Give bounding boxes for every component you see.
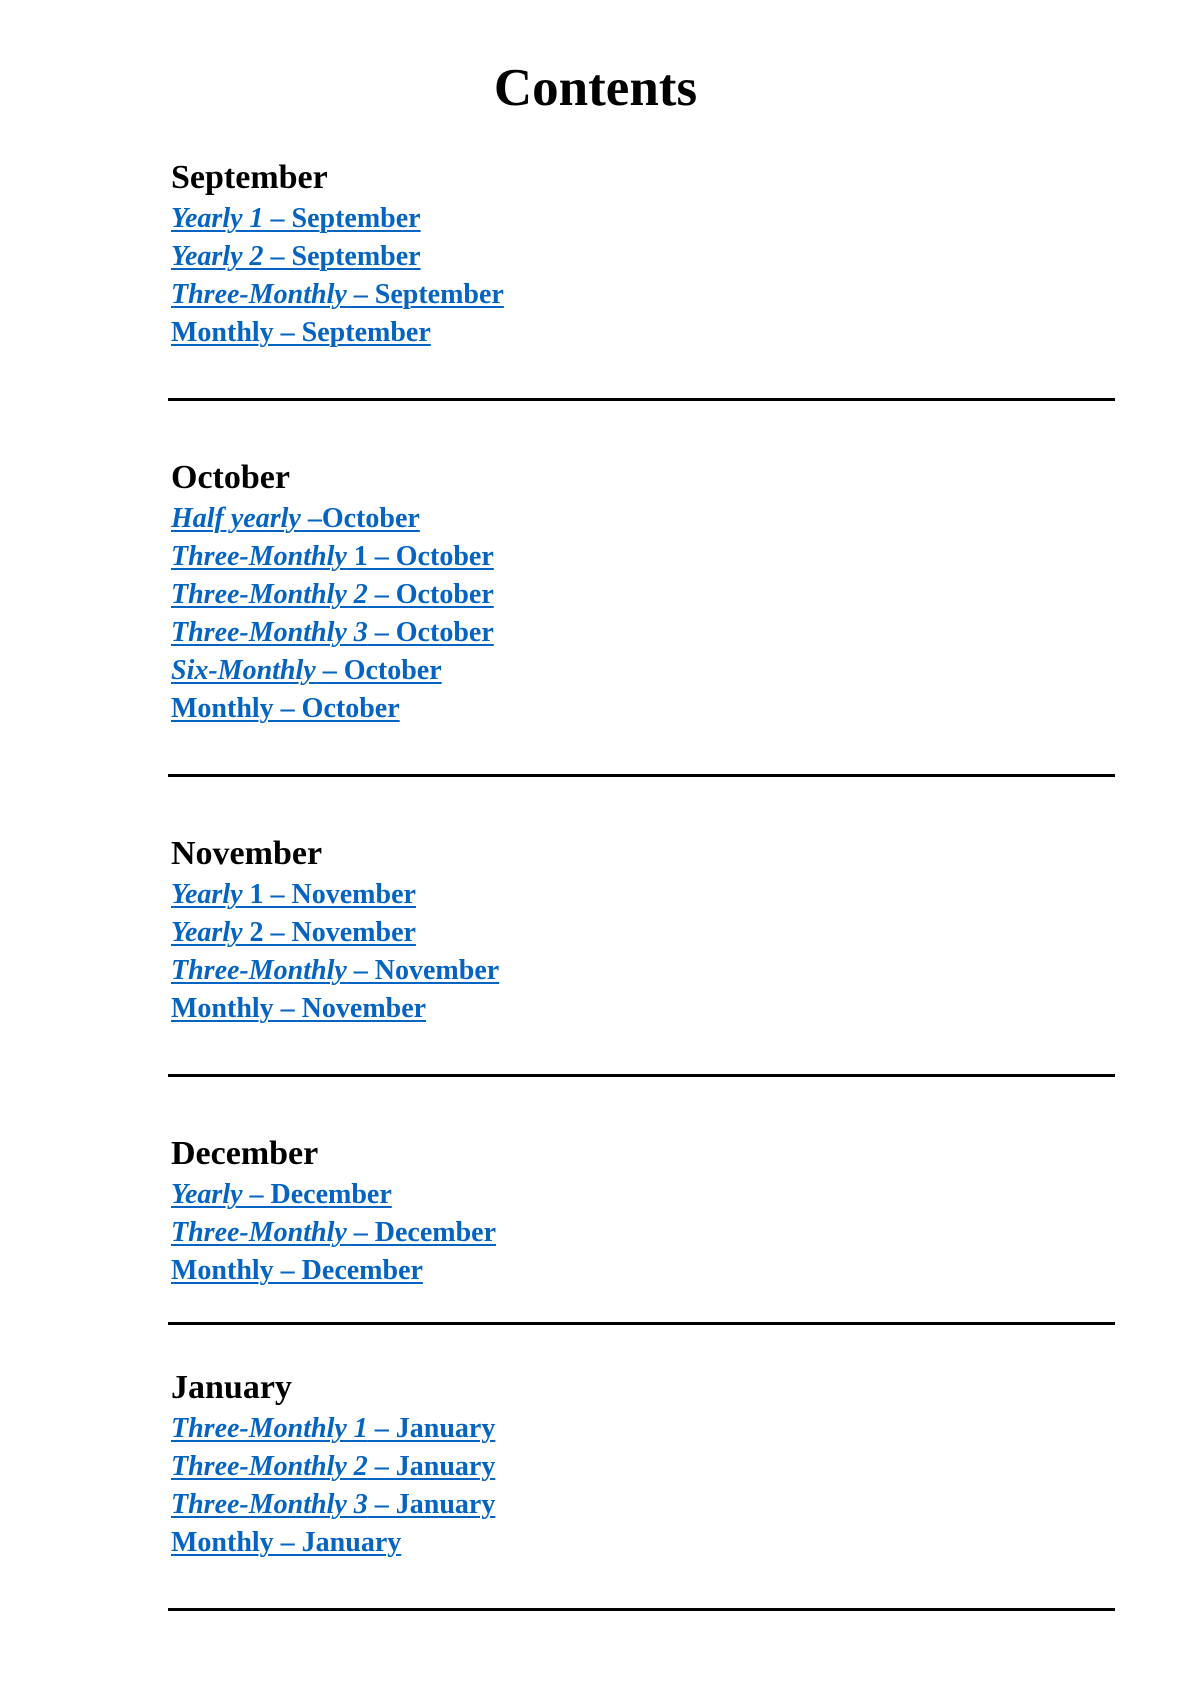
section-heading: January	[171, 1369, 292, 1406]
toc-link-yearly-1-november[interactable]: Yearly 1 – November	[171, 879, 416, 910]
section-september	[171, 156, 1121, 352]
link-list	[171, 200, 1121, 352]
divider	[168, 774, 1115, 777]
toc-link-six-monthly-october[interactable]: Six-Monthly – October	[171, 655, 442, 686]
divider	[168, 398, 1115, 401]
link-list	[171, 876, 1121, 1028]
toc-link-monthly-december[interactable]: Monthly – December	[171, 1255, 423, 1286]
toc-link-yearly-2-november[interactable]: Yearly 2 – November	[171, 917, 416, 948]
divider	[168, 1074, 1115, 1077]
toc-link-monthly-october[interactable]: Monthly – October	[171, 693, 400, 724]
section-january	[171, 1366, 1121, 1562]
toc-link-three-monthly-september[interactable]: Three-Monthly – September	[171, 279, 504, 310]
toc-link-three-monthly-1-october[interactable]: Three-Monthly 1 – October	[171, 541, 494, 572]
divider	[168, 1322, 1115, 1325]
toc-link-monthly-january[interactable]: Monthly – January	[171, 1527, 402, 1558]
divider	[168, 1608, 1115, 1611]
page-title: Contents	[493, 59, 698, 117]
toc-link-half-yearly-october[interactable]: Half yearly –October	[171, 503, 420, 534]
toc-link-three-monthly-3-january[interactable]: Three-Monthly 3 – January	[171, 1489, 496, 1520]
toc-link-three-monthly-2-january[interactable]: Three-Monthly 2 – January	[171, 1451, 496, 1482]
link-list	[171, 1410, 1121, 1562]
toc-link-yearly-december[interactable]: Yearly – December	[171, 1179, 392, 1210]
section-heading: October	[171, 459, 290, 496]
section-heading: December	[171, 1135, 319, 1172]
toc-link-three-monthly-2-october[interactable]: Three-Monthly 2 – October	[171, 579, 494, 610]
toc-link-three-monthly-1-january[interactable]: Three-Monthly 1 – January	[171, 1413, 496, 1444]
section-december	[171, 1132, 1121, 1290]
link-list	[171, 1176, 1121, 1290]
toc-link-yearly-1-september[interactable]: Yearly 1 – September	[171, 203, 421, 234]
toc-link-yearly-2-september[interactable]: Yearly 2 – September	[171, 241, 421, 272]
section-heading: November	[171, 835, 323, 872]
toc-link-monthly-september[interactable]: Monthly – September	[171, 317, 431, 348]
section-october	[171, 456, 1121, 728]
toc-link-three-monthly-3-october[interactable]: Three-Monthly 3 – October	[171, 617, 494, 648]
toc-link-three-monthly-december[interactable]: Three-Monthly – December	[171, 1217, 497, 1248]
toc-link-three-monthly-november[interactable]: Three-Monthly – November	[171, 955, 500, 986]
section-heading: September	[171, 159, 328, 196]
section-november	[171, 832, 1121, 1028]
link-list	[171, 500, 1121, 728]
toc-link-monthly-november[interactable]: Monthly – November	[171, 993, 427, 1024]
